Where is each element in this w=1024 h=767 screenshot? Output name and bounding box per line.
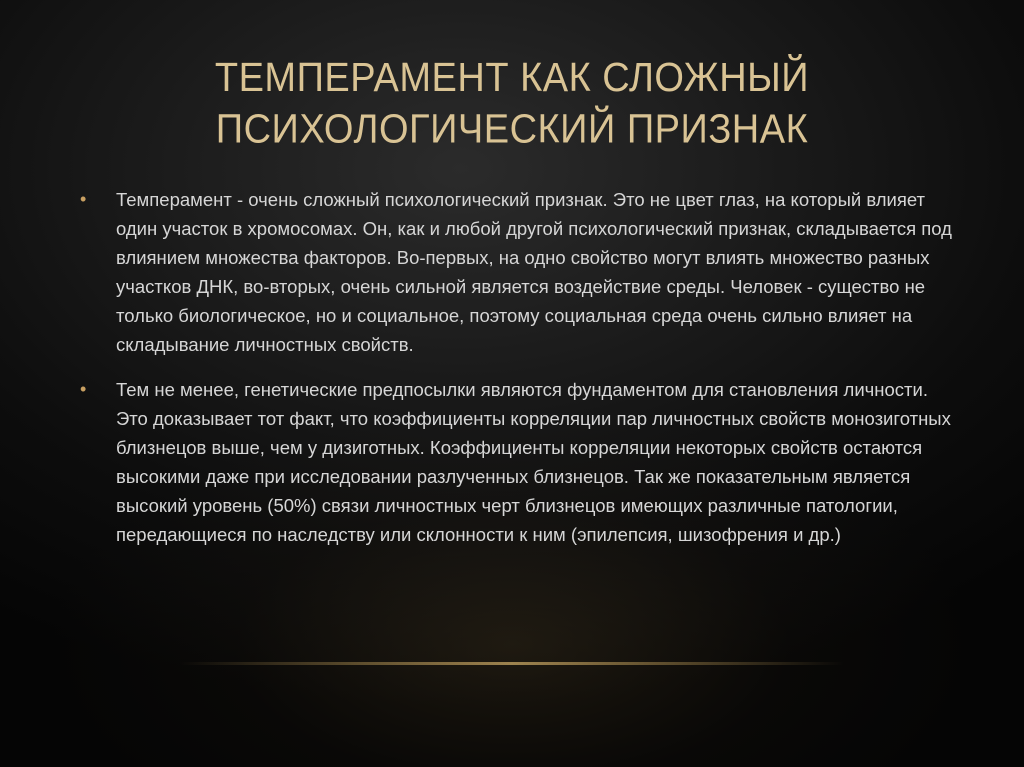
- bullet-item: [78, 375, 958, 549]
- bullet-list: [78, 185, 958, 565]
- slide-title: [120, 52, 904, 156]
- decorative-divider: [180, 662, 844, 665]
- bullet-text: Темперамент - очень сложный психологический признак. Это не цвет глаз, на который влияет один участок в хромосомах. Он, как и любой другой психологический признак, складывается под влиянием множества факторов. Во-первых, на одно свойство могут влиять множество разных участков ДНК, во-вторых, очень сильной является воздействие среды. Человек - существо не только биологическое, но и социальное, поэтому социальная среда очень сильно влияет на складывание личностных свойств.: [116, 189, 952, 355]
- slide-title-line-2: ПСИХОЛОГИЧЕСКИЙ ПРИЗНАК: [215, 107, 809, 153]
- bullet-item: [78, 185, 958, 359]
- slide-title-line-1: ТЕМПЕРАМЕНТ КАК СЛОЖНЫЙ: [214, 55, 810, 101]
- bullet-text: Тем не менее, генетические предпосылки являются фундаментом для становления личности. Это доказывает тот факт, что коэффициенты корреляции пар личностных свойств монозиготных близнецов выше, чем у дизиготных. Коэффициенты корреляции некоторых свойств остаются высокими даже при исследовании разлученных близнецов. Так же показательным является высокий уровень (50%) связи личностных черт близнецов имеющих различные патологии, передающиеся по наследству или склонности к ним (эпилепсия, шизофрения и др.): [116, 379, 951, 545]
- bullet-icon: •: [80, 189, 87, 209]
- bullet-icon: •: [80, 379, 87, 399]
